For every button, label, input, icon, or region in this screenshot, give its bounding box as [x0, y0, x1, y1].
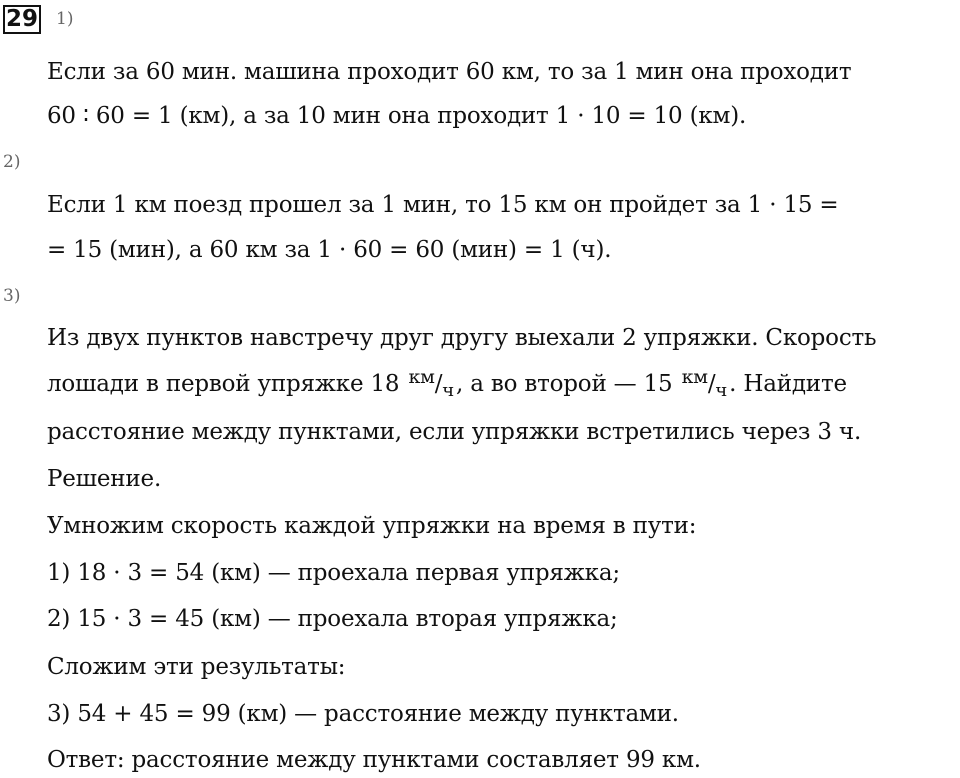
- solution-step-3: 3) 54 + 45 = 99 (км) — расстояние между пунктами.: [47, 701, 679, 727]
- part-3-line-2: [47, 366, 847, 401]
- line-2-text-a: лошади в первой упряжке 18: [47, 371, 400, 397]
- solution-sum-intro: Сложим эти результаты:: [47, 654, 346, 680]
- part-2-line-2: = 15 (мин), а 60 км за 1 · 60 = 60 (мин) = 1 (ч).: [47, 237, 612, 263]
- line-2-text-c: . Найдите: [729, 371, 847, 397]
- part-3-line-1: Из двух пунктов навстречу друг другу выехали 2 упряжки. Скорость: [47, 325, 877, 351]
- solution-step-intro: Умножим скорость каждой упряжки на время в пути:: [47, 513, 697, 539]
- problem-number: 29: [3, 5, 41, 34]
- unit-denominator: ч: [715, 380, 728, 401]
- solution-step-1: 1) 18 · 3 = 54 (км) — проехала первая упряжка;: [47, 560, 620, 586]
- unit-slash: /: [434, 371, 443, 397]
- part-1-line-2: 60 ∶ 60 = 1 (км), а за 10 мин она проходит 1 · 10 = 10 (км).: [47, 103, 747, 129]
- solution-heading: Решение.: [47, 466, 162, 492]
- unit-denominator: ч: [442, 380, 454, 401]
- speed-unit-fraction: [408, 366, 454, 401]
- part-1-line-1: Если за 60 мин. машина проходит 60 км, то за 1 мин она проходит: [47, 59, 852, 85]
- unit-slash: /: [707, 371, 716, 397]
- part-1-marker: 1): [56, 9, 74, 29]
- part-3-line-3: расстояние между пунктами, если упряжки встретились через 3 ч.: [47, 419, 862, 445]
- answer-line: Ответ: расстояние между пунктами составляет 99 км.: [47, 747, 701, 773]
- speed-unit-fraction: [681, 366, 728, 401]
- part-3-marker: 3): [3, 286, 21, 306]
- unit-numerator: км: [408, 366, 435, 388]
- line-2-text-b: , а во второй — 15: [456, 371, 673, 397]
- solution-step-2: 2) 15 · 3 = 45 (км) — проехала вторая упряжка;: [47, 606, 618, 632]
- part-2-marker: 2): [3, 152, 21, 172]
- part-2-line-1: Если 1 км поезд прошел за 1 мин, то 15 км он пройдет за 1 · 15 =: [47, 192, 839, 218]
- unit-numerator: км: [681, 366, 708, 388]
